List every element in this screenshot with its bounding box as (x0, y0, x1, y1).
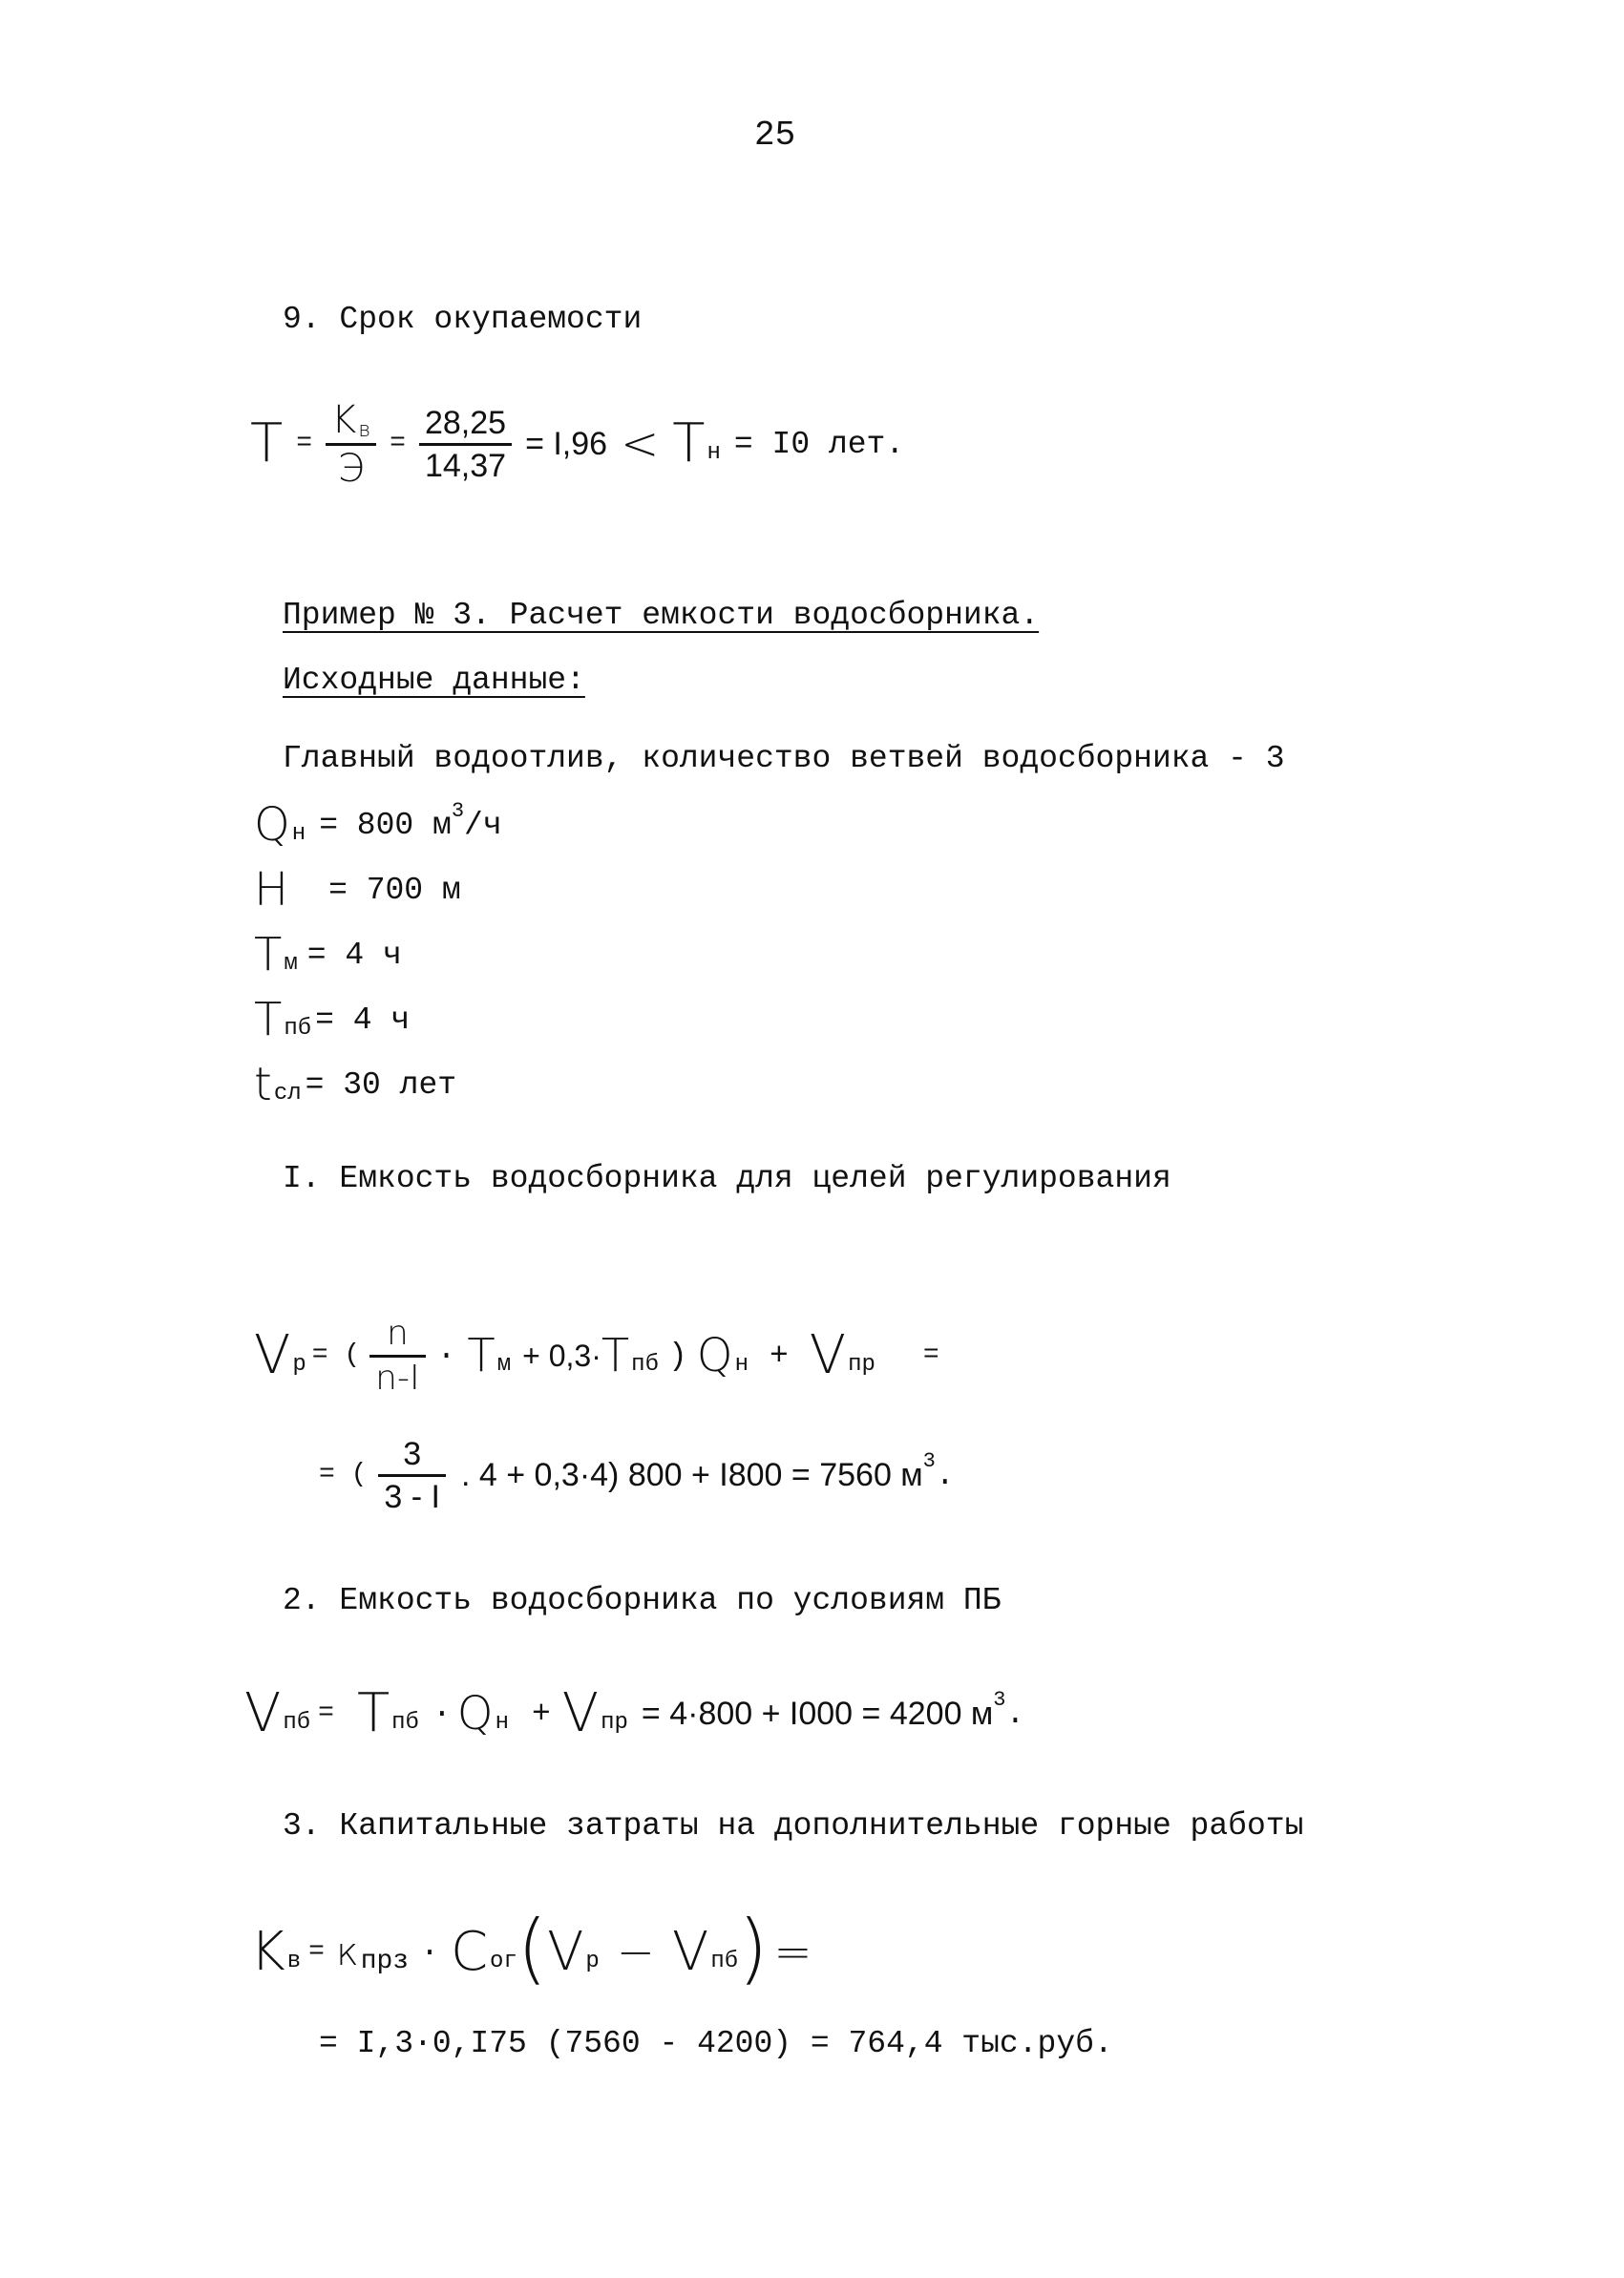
param-symbol: T (254, 928, 283, 981)
vpb-subscript: пб (710, 1949, 739, 1974)
param-row (254, 792, 502, 857)
section-3-heading: 3. Капитальные затраты на дополнительные горные работы (283, 1808, 1304, 1844)
param-symbol: t (254, 1058, 272, 1111)
example-description: Главный водоотлив, количество ветвей водосборника - 3 (283, 741, 1285, 776)
equals-sign: = (308, 1937, 325, 1967)
symbol-Vpb: V (244, 1682, 282, 1744)
example-title: Пример № 3. Расчет емкости водосборника. (283, 598, 1040, 633)
capital-cost-calculation: = I,3·0,I75 (7560 - 4200) = 764,4 тыс.руб. (319, 2026, 1113, 2061)
symbol-C: C (450, 1921, 489, 1983)
param-value: = 4 ч (315, 1002, 411, 1038)
e-symbol: Э (337, 446, 365, 491)
tn-subscript: н (707, 440, 721, 466)
symbol-Q: Q (696, 1329, 733, 1382)
symbol-Vp: V (547, 1921, 584, 1983)
period: . (1005, 1696, 1025, 1732)
param-value: = 30 лет (305, 1066, 457, 1103)
params-list (254, 792, 502, 1117)
param-subscript: пб (284, 1016, 312, 1042)
cog-subscript: ог (490, 1949, 517, 1974)
minus-sign: − (616, 1926, 656, 1979)
param-symbol: H (254, 863, 289, 917)
cubic-superscript: 3 (922, 1449, 936, 1473)
equals-sign: = (773, 1926, 812, 1979)
less-than-sign: < (621, 417, 660, 471)
cubic-superscript: 3 (993, 1688, 1006, 1712)
symbol-K: K (250, 1921, 285, 1983)
section-2-heading: 2. Емкость водосборника по условиям ПБ (283, 1583, 1002, 1618)
payback-result: = I,96 (525, 426, 608, 462)
page-number: 25 (754, 116, 796, 155)
regulating-volume-calculation (319, 1423, 955, 1528)
equals-sign: = (922, 1340, 939, 1370)
symbol-Vpb: V (672, 1921, 709, 1983)
tpb-subscript: пб (631, 1352, 659, 1378)
equals-sign: = (296, 429, 313, 458)
param-value: = 800 м (319, 807, 452, 843)
pb-volume-formula (244, 1671, 1024, 1757)
section-1-heading: I. Емкость водосборника для целей регулирования (283, 1161, 1171, 1196)
numerator-n: n (369, 1317, 425, 1358)
fraction-kv-over-e (326, 397, 376, 491)
param-subscript: м (284, 951, 298, 977)
param-subscript: сл (273, 1081, 302, 1107)
multiply-dot: · (432, 1696, 452, 1732)
param-symbol: T (254, 993, 283, 1046)
section-9-heading: 9. Срок окупаемости (283, 302, 643, 337)
vp-subscript: p (585, 1949, 600, 1974)
calculation-rest: . 4 + 0,3·4) 800 + I800 = 7560 м (461, 1457, 923, 1493)
numerator-3: 3 (378, 1438, 446, 1477)
kv-subscript: в (358, 417, 371, 442)
pb-volume-calculation: = 4·800 + I000 = 4200 м (641, 1696, 994, 1732)
regulating-volume-formula (254, 1298, 939, 1413)
fraction-3-over-3-minus-1 (378, 1435, 446, 1515)
equals-open-paren: = ( (319, 1460, 368, 1489)
q-subscript: н (495, 1710, 509, 1736)
denominator-n-minus-1: n-I (375, 1358, 420, 1398)
kv-symbol: K (331, 397, 357, 442)
plus-sign: + (531, 1696, 551, 1732)
symbol-k: к (335, 1930, 359, 1974)
kv-subscript: в (286, 1949, 302, 1974)
numerator: 28,25 (419, 407, 512, 446)
period: . (935, 1457, 955, 1493)
symbol-Tpb: T (601, 1329, 630, 1382)
param-row (254, 857, 502, 922)
equals-open-paren: = ( (311, 1340, 361, 1370)
symbol-Q: Q (456, 1687, 494, 1740)
denominator-3-minus-1: 3 - I (384, 1478, 440, 1515)
multiply-dot: · (436, 1338, 456, 1374)
denominator: 14,37 (424, 447, 507, 484)
norm-period: = I0 лет. (733, 426, 905, 462)
vpr-subscript: пр (848, 1352, 875, 1378)
param-superscript: 3 (451, 799, 465, 823)
param-subscript: н (291, 821, 306, 847)
vpb-subscript: пб (283, 1710, 311, 1736)
param-value: = 700 м (328, 872, 461, 908)
symbol-Tpb: T (356, 1682, 390, 1744)
param-unit-tail: /ч (464, 807, 502, 843)
symbol-V: V (254, 1324, 291, 1386)
param-symbol: Q (254, 798, 290, 852)
symbol-Tm: T (467, 1329, 496, 1382)
param-value: = 4 ч (306, 937, 402, 973)
tpb-subscript: пб (391, 1710, 419, 1736)
vp-subscript: p (292, 1352, 306, 1378)
fraction-n-over-n-minus-1 (369, 1313, 425, 1398)
payback-formula (250, 382, 904, 506)
symbol-Vpr: V (561, 1682, 600, 1744)
multiply-dot: · (420, 1934, 439, 1971)
kprz-subscript: прз (360, 1947, 410, 1976)
close-paren: ) (738, 1904, 769, 1993)
plus-sign: + (769, 1338, 789, 1374)
close-paren: ) (667, 1338, 687, 1374)
param-row (254, 987, 502, 1052)
param-row (254, 922, 502, 987)
open-paren: ( (517, 1904, 548, 1993)
fraction-values (419, 404, 512, 484)
equals-sign: = (390, 429, 406, 458)
q-subscript: н (734, 1352, 749, 1378)
tm-subscript: м (496, 1352, 512, 1378)
symbol-T: T (250, 412, 284, 475)
capital-cost-formula (250, 1900, 812, 2005)
symbol-Vpr: V (809, 1324, 847, 1386)
plus-coefficient: + 0,3· (522, 1339, 601, 1373)
equals-sign: = (318, 1698, 334, 1728)
symbol-Tn: T (672, 412, 706, 475)
input-data-label: Исходные данные: (283, 663, 585, 698)
vpr-subscript: пр (601, 1710, 628, 1736)
param-row (254, 1052, 502, 1117)
